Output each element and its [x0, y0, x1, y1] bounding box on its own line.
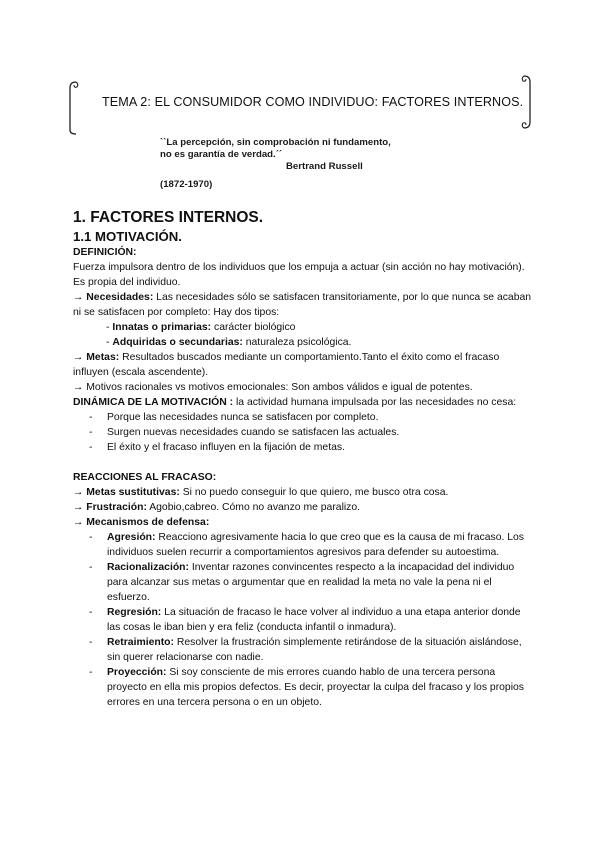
dinamica-list [73, 410, 533, 455]
mecanismo-label: Regresión: [107, 607, 162, 618]
mecanismo-text: Resolver la frustración simplemente retirándose de la situación aislándose, sin querer relacionarse con nadie. [107, 637, 522, 663]
mecanismo-text: Inventar razones convincentes respecto a la incapacidad del individuo para alcanzar sus metas o argumentar que en realidad la meta no vale la pena ni el esfuerzo. [107, 562, 515, 603]
arrow-icon: → [73, 352, 84, 363]
metas-label: Metas: [86, 352, 120, 363]
list-item [73, 560, 533, 605]
innatas-label: Innatas o primarias: [112, 322, 212, 333]
quote-line-1: ``La percepción, sin comprobación ni fundamento, [160, 137, 391, 148]
quote-years: (1872-1970) [160, 179, 213, 190]
innatas-text: carácter biológico [211, 322, 296, 333]
list-item [73, 665, 533, 710]
mecanismo-label: Racionalización: [107, 562, 189, 573]
mecanismo-label: Agresión: [107, 532, 156, 543]
dinamica-text: la actividad humana impulsada por las necesidades no cesa: [233, 397, 517, 408]
dinamica-paragraph [73, 395, 533, 410]
arrow-icon: → [73, 292, 84, 303]
mecanismos-paragraph [73, 515, 533, 530]
necesidades-text: Las necesidades sólo se satisfacen transitoriamente, por lo que nunca se acaban ni se satisfacen por completo: Hay dos tipos: [73, 292, 532, 318]
adquiridas-label: Adquiridas o secundarias: [112, 337, 243, 348]
sustitutivas-text: Si no puedo conseguir lo que quiero, me busco otra cosa. [179, 487, 449, 498]
list-item: - Surgen nuevas necesidades cuando se satisfacen las actuales. [73, 425, 533, 440]
list-item: - El éxito y el fracaso influyen en la fijación de metas. [73, 440, 533, 455]
mecanismo-text: Reacciono agresivamente hacia lo que creo que es la causa de mi fracaso. Los individuos suelen recurrir a comportamientos agresivos para defender su autoestima. [107, 532, 525, 558]
motivos-text: Motivos racionales vs motivos emocionales: Son ambos válidos e igual de potentes. [86, 382, 473, 393]
list-item [73, 530, 533, 560]
metas-text: Resultados buscados mediante un comportamiento.Tanto el éxito como el fracaso influyen (escala ascendente). [73, 352, 500, 378]
epigraph [160, 137, 440, 191]
definition-label: DEFINICIÓN: [73, 247, 137, 258]
quote-line-2: no es garantía de verdad.´´ [160, 149, 283, 160]
list-item: - Porque las necesidades nunca se satisfacen por completo. [73, 410, 533, 425]
mecanismo-label: Proyección: [107, 667, 167, 678]
sustitutivas-label: Metas sustitutivas: [86, 487, 180, 498]
mecanismo-label: Retraimiento: [107, 637, 174, 648]
mecanismos-label: Mecanismos de defensa: [86, 517, 210, 528]
necesidades-paragraph [73, 290, 533, 320]
title-banner [66, 74, 534, 136]
arrow-icon: → [73, 502, 84, 513]
motivos-paragraph [73, 380, 533, 395]
mecanismos-list [73, 530, 533, 710]
reacciones-heading: REACCIONES AL FRACASO: [73, 472, 217, 483]
dinamica-label: DINÁMICA DE LA MOTIVACIÓN : [73, 397, 234, 408]
arrow-icon: → [73, 517, 84, 528]
list-item [73, 605, 533, 635]
page-title: TEMA 2: EL CONSUMIDOR COMO INDIVIDUO: FACTORES INTERNOS. [102, 95, 524, 109]
quote-author: Bertrand Russell [286, 161, 363, 172]
definition-text: Fuerza impulsora dentro de los individuos que los empuja a actuar (sin acción no hay motivación). Es propia del individuo. [73, 262, 525, 288]
frustracion-text: Agobio,cabreo. Cómo no avanzo me paralizo. [146, 502, 361, 513]
mecanismo-text: La situación de fracaso le hace volver al individuo a una etapa anterior donde las cosas le iban bien y era feliz (conducta infantil o inmadura). [107, 607, 521, 633]
arrow-icon: → [73, 487, 84, 498]
adquiridas-line: - Adquiridas o secundarias: naturaleza psicológica. [106, 337, 352, 348]
arrow-icon: → [73, 382, 84, 393]
frustracion-paragraph [73, 500, 533, 515]
adquiridas-text: naturaleza psicológica. [242, 337, 352, 348]
mecanismo-text: Si soy consciente de mis errores cuando hablo de una tercera persona proyecto en ella mis propios defectos. Es decir, proyectar la culpa del fracaso y los propios errores en una tercera persona o en un objeto. [107, 667, 524, 708]
section-heading: 1. FACTORES INTERNOS. [73, 209, 264, 226]
main-content [73, 208, 533, 710]
list-item [73, 635, 533, 665]
sustitutivas-paragraph [73, 485, 533, 500]
innatas-line: - Innatas o primarias: carácter biológico [106, 322, 296, 333]
metas-paragraph [73, 350, 533, 380]
necesidades-label: Necesidades: [86, 292, 154, 303]
frustracion-label: Frustración: [86, 502, 147, 513]
subsection-heading: 1.1 MOTIVACIÓN. [73, 229, 182, 244]
